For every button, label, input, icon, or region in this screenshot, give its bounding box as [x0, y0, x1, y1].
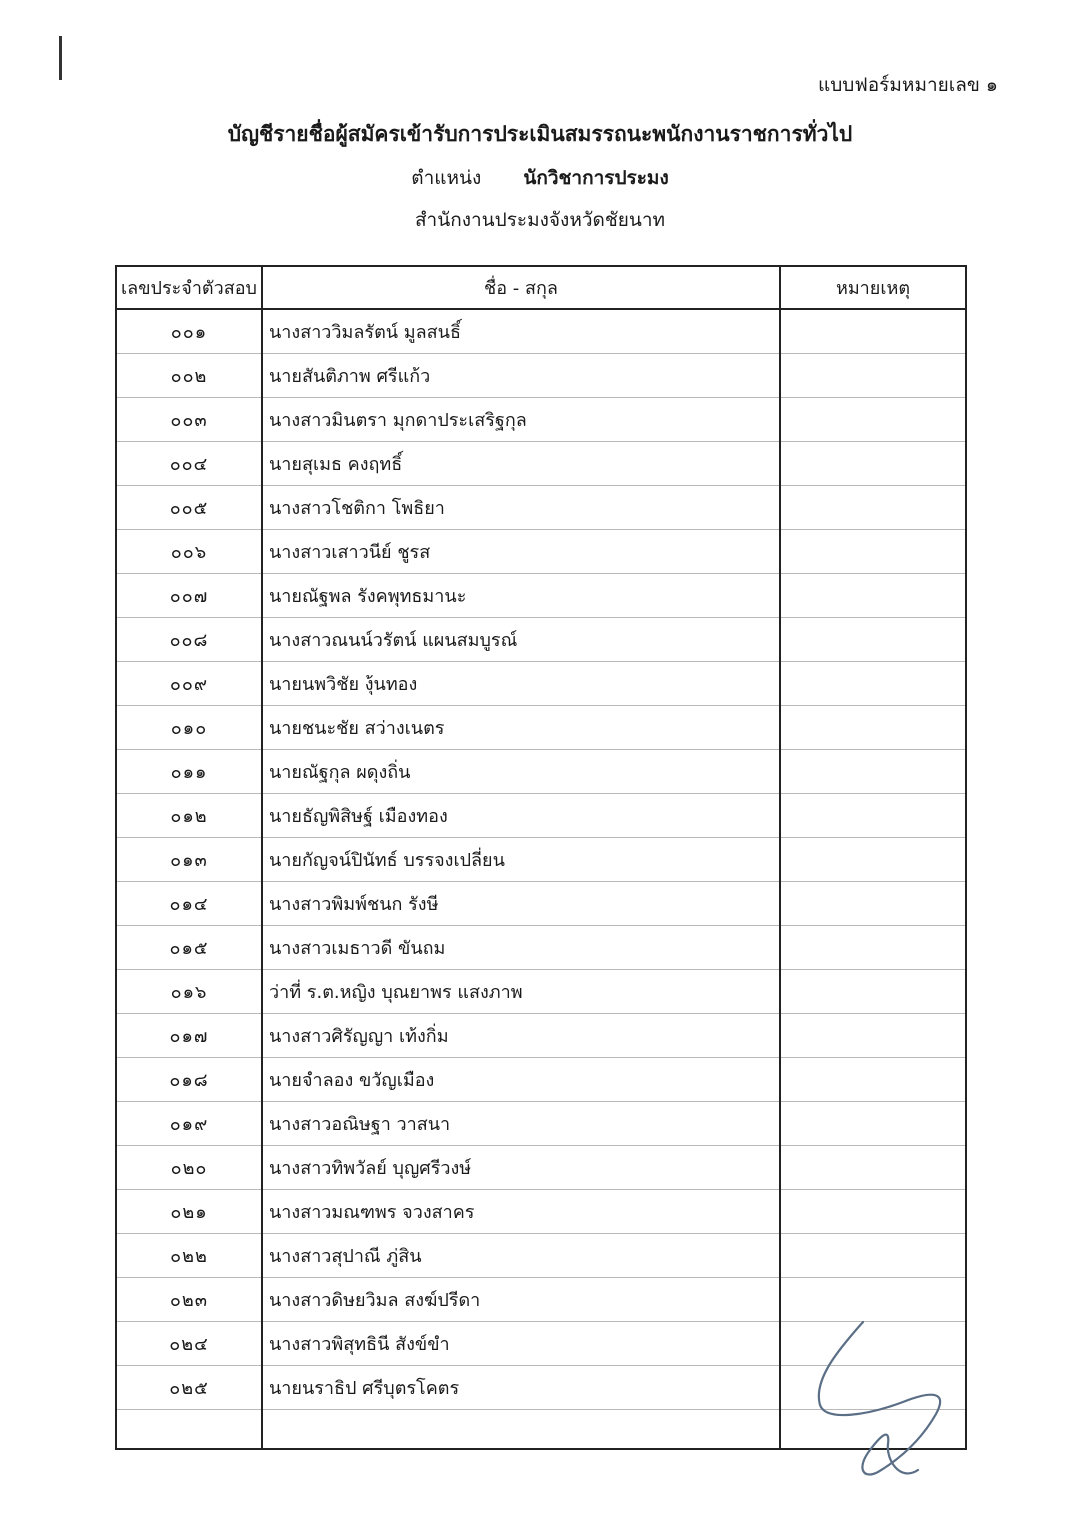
exam-id-cell: ๐๒๐ [116, 1146, 262, 1190]
exam-id-cell: ๐๑๔ [116, 882, 262, 926]
column-header-name: ชื่อ - สกุล [262, 266, 780, 309]
table-row [116, 574, 966, 618]
table-row [116, 618, 966, 662]
applicant-name-cell: นางสาวณนน์วรัตน์ แผนสมบูรณ์ [262, 618, 780, 662]
applicant-name-cell: นายนราธิป ศรีบุตรโคตร [262, 1366, 780, 1410]
document-title: บัญชีรายชื่อผู้สมัครเข้ารับการประเมินสมรรถนะพนักงานราชการทั่วไป [227, 122, 853, 146]
table-row [116, 1190, 966, 1234]
exam-id-cell: ๐๑๕ [116, 926, 262, 970]
note-cell [780, 1190, 966, 1234]
exam-id-cell: ๐๑๘ [116, 1058, 262, 1102]
exam-id-cell: ๐๑๓ [116, 838, 262, 882]
form-number: แบบฟอร์มหมายเลข ๑ [817, 74, 998, 96]
note-cell [780, 486, 966, 530]
applicant-name-cell: นางสาวพิมพ์ชนก รังษี [262, 882, 780, 926]
note-cell [780, 309, 966, 354]
exam-id-cell: ๐๐๗ [116, 574, 262, 618]
exam-id-cell: ๐๒๑ [116, 1190, 262, 1234]
note-cell [780, 926, 966, 970]
exam-id-cell: ๐๐๕ [116, 486, 262, 530]
applicant-name-cell: นายนพวิชัย งุ้นทอง [262, 662, 780, 706]
exam-id-cell: ๐๒๓ [116, 1278, 262, 1322]
exam-id-cell: ๐๑๙ [116, 1102, 262, 1146]
note-cell [780, 838, 966, 882]
applicant-name-cell: นางสาวสุปาณี ภู่สิน [262, 1234, 780, 1278]
table-row [116, 1234, 966, 1278]
note-cell [780, 1234, 966, 1278]
table-row [116, 486, 966, 530]
table-row [116, 398, 966, 442]
applicant-name-cell: นางสาววิมลรัตน์ มูลสนธิ์ [262, 309, 780, 354]
blank-cell [262, 1410, 780, 1450]
applicant-name-cell: นางสาวมณฑพร จวงสาคร [262, 1190, 780, 1234]
applicant-name-cell: นางสาวศิรัญญา เท้งกิ่ม [262, 1014, 780, 1058]
applicant-name-cell: นายณัฐกุล ผดุงถิ่น [262, 750, 780, 794]
applicant-name-cell: นางสาวอณิษฐา วาสนา [262, 1102, 780, 1146]
note-cell [780, 750, 966, 794]
applicant-name-cell: นายธัญพิสิษฐ์ เมืองทอง [262, 794, 780, 838]
note-cell [780, 706, 966, 750]
applicant-name-cell: นางสาวเสาวนีย์ ชูรส [262, 530, 780, 574]
applicant-name-cell: นายชนะชัย สว่างเนตร [262, 706, 780, 750]
office-name: สำนักงานประมงจังหวัดชัยนาท [414, 209, 666, 231]
applicant-name-cell: นายสันติภาพ ศรีแก้ว [262, 354, 780, 398]
note-cell [780, 662, 966, 706]
note-cell [780, 530, 966, 574]
note-cell [780, 354, 966, 398]
table-row [116, 1146, 966, 1190]
exam-id-cell: ๐๑๐ [116, 706, 262, 750]
note-cell [780, 574, 966, 618]
applicant-name-cell: นางสาวทิพวัลย์ บุญศรีวงษ์ [262, 1146, 780, 1190]
exam-id-cell: ๐๑๖ [116, 970, 262, 1014]
table-row [116, 1102, 966, 1146]
note-cell [780, 794, 966, 838]
exam-id-cell: ๐๐๓ [116, 398, 262, 442]
exam-id-cell: ๐๐๒ [116, 354, 262, 398]
note-cell [780, 1102, 966, 1146]
table-row [116, 750, 966, 794]
exam-id-cell: ๐๐๖ [116, 530, 262, 574]
table-row [116, 442, 966, 486]
table-row [116, 794, 966, 838]
table-row [116, 970, 966, 1014]
position-value: นักวิชาการประมง [523, 167, 669, 189]
applicant-name-cell: นางสาวมินตรา มุกดาประเสริฐกุล [262, 398, 780, 442]
exam-id-cell: ๐๒๒ [116, 1234, 262, 1278]
note-cell [780, 618, 966, 662]
table-row [116, 354, 966, 398]
table-row [116, 1058, 966, 1102]
position-line [0, 162, 1080, 194]
applicant-name-cell: นายจำลอง ขวัญเมือง [262, 1058, 780, 1102]
signature-mark [808, 1310, 958, 1490]
note-cell [780, 1146, 966, 1190]
note-cell [780, 1058, 966, 1102]
applicant-name-cell: ว่าที่ ร.ต.หญิง บุณยาพร แสงภาพ [262, 970, 780, 1014]
applicant-name-cell: นายกัญจน์ปินัทธ์ บรรจงเปลี่ยน [262, 838, 780, 882]
exam-id-cell: ๐๐๘ [116, 618, 262, 662]
note-cell [780, 442, 966, 486]
note-cell [780, 882, 966, 926]
exam-id-cell: ๐๒๕ [116, 1366, 262, 1410]
column-header-exam-id: เลขประจำตัวสอบ [116, 266, 262, 309]
applicant-name-cell: นางสาวโชติกา โพธิยา [262, 486, 780, 530]
table-row [116, 662, 966, 706]
blank-cell [116, 1410, 262, 1450]
table-row [116, 706, 966, 750]
exam-id-cell: ๐๒๔ [116, 1322, 262, 1366]
applicant-name-cell: นางสาวพิสุทธินี สังข์ขำ [262, 1322, 780, 1366]
table-row [116, 882, 966, 926]
table-row [116, 530, 966, 574]
table-row [116, 926, 966, 970]
column-header-note: หมายเหตุ [780, 266, 966, 309]
table-header-row [116, 266, 966, 309]
exam-id-cell: ๐๑๑ [116, 750, 262, 794]
table-row [116, 309, 966, 354]
position-label: ตำแหน่ง [411, 167, 482, 189]
applicant-name-cell: นายสุเมธ คงฤทธิ์ [262, 442, 780, 486]
table-row [116, 1014, 966, 1058]
applicant-table [115, 265, 967, 1450]
exam-id-cell: ๐๐๔ [116, 442, 262, 486]
applicant-name-cell: นายณัฐพล รังคพุทธมานะ [262, 574, 780, 618]
scan-margin-mark [59, 36, 62, 80]
exam-id-cell: ๐๑๒ [116, 794, 262, 838]
exam-id-cell: ๐๑๗ [116, 1014, 262, 1058]
note-cell [780, 970, 966, 1014]
table-body [116, 309, 966, 1449]
exam-id-cell: ๐๐๑ [116, 309, 262, 354]
note-cell [780, 398, 966, 442]
exam-id-cell: ๐๐๙ [116, 662, 262, 706]
note-cell [780, 1014, 966, 1058]
table-row [116, 838, 966, 882]
applicant-name-cell: นางสาวดิษยวิมล สงฆ์ปรีดา [262, 1278, 780, 1322]
applicant-name-cell: นางสาวเมธาวดี ขันถม [262, 926, 780, 970]
